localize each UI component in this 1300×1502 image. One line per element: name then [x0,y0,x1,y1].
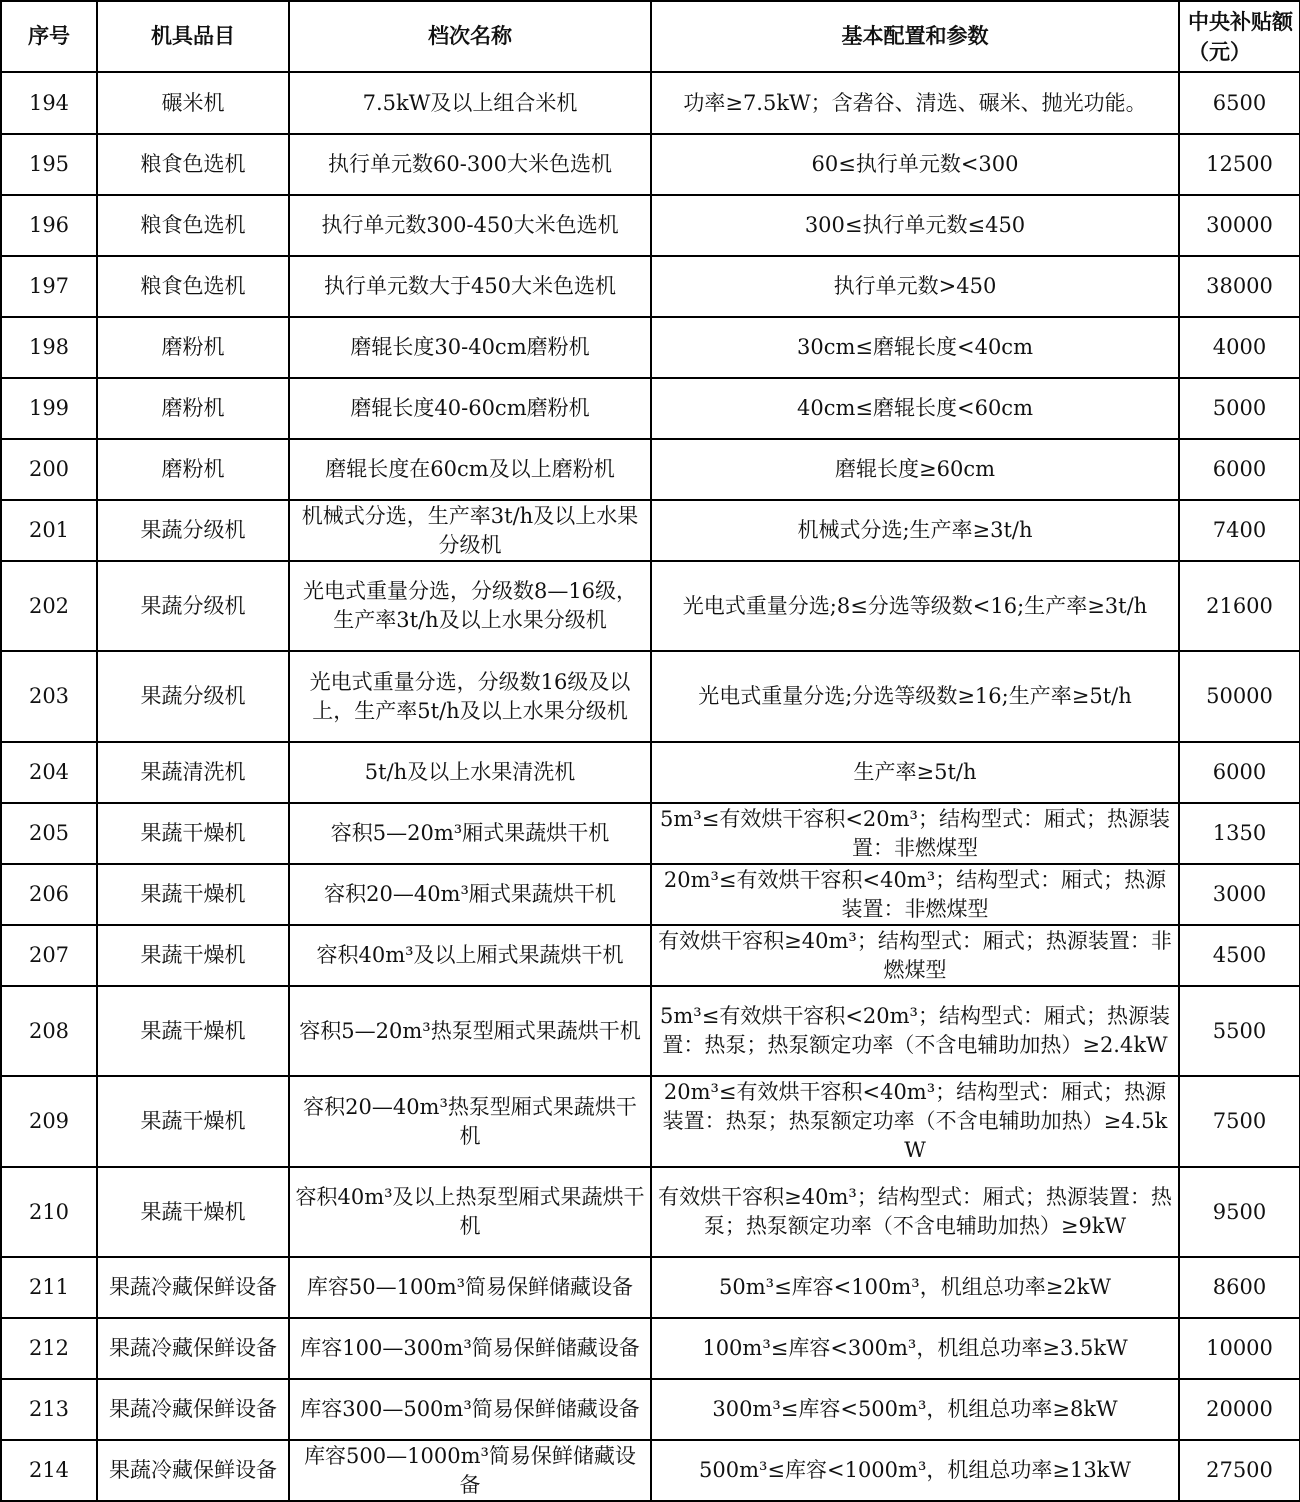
cell-grade-name: 库容300—500m³简易保鲜储藏设备 [289,1379,651,1440]
cell-subsidy: 4500 [1179,925,1300,986]
cell-row-index: 204 [1,742,97,803]
cell-config: 50m³≤库容<100m³，机组总功率≥2kW [651,1257,1179,1318]
table-row [1,561,1300,651]
cell-grade-name: 7.5kW及以上组合米机 [289,72,651,134]
header-config: 基本配置和参数 [651,1,1179,72]
cell-category: 粮食色选机 [97,134,289,195]
cell-row-index: 195 [1,134,97,195]
cell-category: 果蔬干燥机 [97,1076,289,1167]
table-row [1,864,1300,925]
table-row [1,1379,1300,1440]
cell-subsidy: 6000 [1179,439,1300,500]
cell-category: 果蔬分级机 [97,500,289,561]
cell-category: 果蔬分级机 [97,651,289,742]
cell-subsidy: 10000 [1179,1318,1300,1379]
cell-category: 果蔬干燥机 [97,1167,289,1257]
cell-subsidy: 20000 [1179,1379,1300,1440]
table-row [1,742,1300,803]
cell-subsidy: 38000 [1179,256,1300,317]
cell-config: 100m³≤库容<300m³，机组总功率≥3.5kW [651,1318,1179,1379]
cell-grade-name: 容积20—40m³厢式果蔬烘干机 [289,864,651,925]
cell-config: 有效烘干容积≥40m³；结构型式：厢式；热源装置：非燃煤型 [651,925,1179,986]
cell-config: 5m³≤有效烘干容积<20m³；结构型式：厢式；热源装置：非燃煤型 [651,803,1179,864]
cell-category: 粮食色选机 [97,256,289,317]
cell-row-index: 206 [1,864,97,925]
cell-subsidy: 4000 [1179,317,1300,378]
cell-subsidy: 5000 [1179,378,1300,439]
cell-row-index: 214 [1,1440,97,1501]
cell-category: 磨粉机 [97,439,289,500]
cell-grade-name: 执行单元数60-300大米色选机 [289,134,651,195]
cell-config: 执行单元数>450 [651,256,1179,317]
cell-row-index: 207 [1,925,97,986]
cell-grade-name: 容积40m³及以上厢式果蔬烘干机 [289,925,651,986]
cell-config: 300m³≤库容<500m³，机组总功率≥8kW [651,1379,1179,1440]
cell-config: 500m³≤库容<1000m³，机组总功率≥13kW [651,1440,1179,1501]
cell-subsidy: 9500 [1179,1167,1300,1257]
header-index: 序号 [1,1,97,72]
cell-grade-name: 磨辊长度40-60cm磨粉机 [289,378,651,439]
cell-row-index: 209 [1,1076,97,1167]
table-row [1,925,1300,986]
cell-category: 磨粉机 [97,317,289,378]
cell-category: 磨粉机 [97,378,289,439]
cell-row-index: 194 [1,72,97,134]
cell-row-index: 212 [1,1318,97,1379]
cell-subsidy: 1350 [1179,803,1300,864]
cell-config: 机械式分选;生产率≥3t/h [651,500,1179,561]
cell-category: 果蔬干燥机 [97,864,289,925]
cell-category: 果蔬干燥机 [97,925,289,986]
cell-row-index: 205 [1,803,97,864]
cell-category: 果蔬干燥机 [97,803,289,864]
table-row [1,1440,1300,1501]
cell-config: 生产率≥5t/h [651,742,1179,803]
cell-config: 300≤执行单元数≤450 [651,195,1179,256]
cell-category: 果蔬清洗机 [97,742,289,803]
cell-grade-name: 库容100—300m³简易保鲜储藏设备 [289,1318,651,1379]
cell-config: 60≤执行单元数<300 [651,134,1179,195]
cell-grade-name: 光电式重量分选，分级数8—16级，生产率3t/h及以上水果分级机 [289,561,651,651]
cell-config: 功率≥7.5kW；含砻谷、清选、碾米、抛光功能。 [651,72,1179,134]
cell-config: 5m³≤有效烘干容积<20m³；结构型式：厢式；热源装置：热泵；热泵额定功率（不含电辅助加热）≥2.4kW [651,986,1179,1076]
cell-config: 20m³≤有效烘干容积<40m³；结构型式：厢式；热源装置：非燃煤型 [651,864,1179,925]
cell-subsidy: 21600 [1179,561,1300,651]
table-row [1,195,1300,256]
cell-config: 20m³≤有效烘干容积<40m³；结构型式：厢式；热源装置：热泵；热泵额定功率（不含电辅助加热）≥4.5kW [651,1076,1179,1167]
table-row [1,378,1300,439]
cell-grade-name: 容积20—40m³热泵型厢式果蔬烘干机 [289,1076,651,1167]
cell-grade-name: 磨辊长度30-40cm磨粉机 [289,317,651,378]
cell-subsidy: 7500 [1179,1076,1300,1167]
cell-row-index: 213 [1,1379,97,1440]
cell-subsidy: 8600 [1179,1257,1300,1318]
cell-row-index: 211 [1,1257,97,1318]
table-body [1,72,1300,1501]
header-row [1,1,1300,72]
cell-grade-name: 5t/h及以上水果清洗机 [289,742,651,803]
table-row [1,72,1300,134]
cell-config: 有效烘干容积≥40m³；结构型式：厢式；热源装置：热泵；热泵额定功率（不含电辅助加热）≥9kW [651,1167,1179,1257]
cell-category: 果蔬冷藏保鲜设备 [97,1318,289,1379]
table-row [1,134,1300,195]
table-row [1,500,1300,561]
cell-row-index: 210 [1,1167,97,1257]
cell-config: 30cm≤磨辊长度<40cm [651,317,1179,378]
cell-grade-name: 容积5—20m³厢式果蔬烘干机 [289,803,651,864]
cell-category: 碾米机 [97,72,289,134]
cell-row-index: 199 [1,378,97,439]
cell-category: 果蔬分级机 [97,561,289,651]
table-row [1,1318,1300,1379]
table-row [1,439,1300,500]
cell-grade-name: 库容50—100m³简易保鲜储藏设备 [289,1257,651,1318]
header-subsidy: 中央补贴额（元） [1179,1,1300,72]
cell-subsidy: 5500 [1179,986,1300,1076]
table-row [1,1257,1300,1318]
table-row [1,317,1300,378]
table-row [1,803,1300,864]
cell-subsidy: 27500 [1179,1440,1300,1501]
table-row [1,1167,1300,1257]
cell-row-index: 197 [1,256,97,317]
header-category: 机具品目 [97,1,289,72]
cell-subsidy: 3000 [1179,864,1300,925]
cell-grade-name: 执行单元数300-450大米色选机 [289,195,651,256]
cell-subsidy: 50000 [1179,651,1300,742]
cell-category: 果蔬冷藏保鲜设备 [97,1257,289,1318]
cell-category: 果蔬干燥机 [97,986,289,1076]
table-row [1,986,1300,1076]
cell-subsidy: 6000 [1179,742,1300,803]
cell-config: 40cm≤磨辊长度<60cm [651,378,1179,439]
cell-grade-name: 磨辊长度在60cm及以上磨粉机 [289,439,651,500]
cell-grade-name: 机械式分选，生产率3t/h及以上水果分级机 [289,500,651,561]
cell-grade-name: 库容500—1000m³简易保鲜储藏设备 [289,1440,651,1501]
cell-grade-name: 容积40m³及以上热泵型厢式果蔬烘干机 [289,1167,651,1257]
cell-config: 磨辊长度≥60cm [651,439,1179,500]
cell-row-index: 201 [1,500,97,561]
cell-config: 光电式重量分选;8≤分选等级数<16;生产率≥3t/h [651,561,1179,651]
cell-category: 粮食色选机 [97,195,289,256]
cell-row-index: 196 [1,195,97,256]
cell-row-index: 203 [1,651,97,742]
table-row [1,1076,1300,1167]
cell-category: 果蔬冷藏保鲜设备 [97,1379,289,1440]
cell-row-index: 200 [1,439,97,500]
cell-subsidy: 7400 [1179,500,1300,561]
cell-grade-name: 执行单元数大于450大米色选机 [289,256,651,317]
table-row [1,651,1300,742]
table-row [1,256,1300,317]
cell-subsidy: 12500 [1179,134,1300,195]
cell-grade-name: 光电式重量分选，分级数16级及以上，生产率5t/h及以上水果分级机 [289,651,651,742]
header-grade-name: 档次名称 [289,1,651,72]
cell-category: 果蔬冷藏保鲜设备 [97,1440,289,1501]
cell-subsidy: 30000 [1179,195,1300,256]
cell-subsidy: 6500 [1179,72,1300,134]
cell-grade-name: 容积5—20m³热泵型厢式果蔬烘干机 [289,986,651,1076]
cell-row-index: 198 [1,317,97,378]
cell-config: 光电式重量分选;分选等级数≥16;生产率≥5t/h [651,651,1179,742]
cell-row-index: 202 [1,561,97,651]
cell-row-index: 208 [1,986,97,1076]
